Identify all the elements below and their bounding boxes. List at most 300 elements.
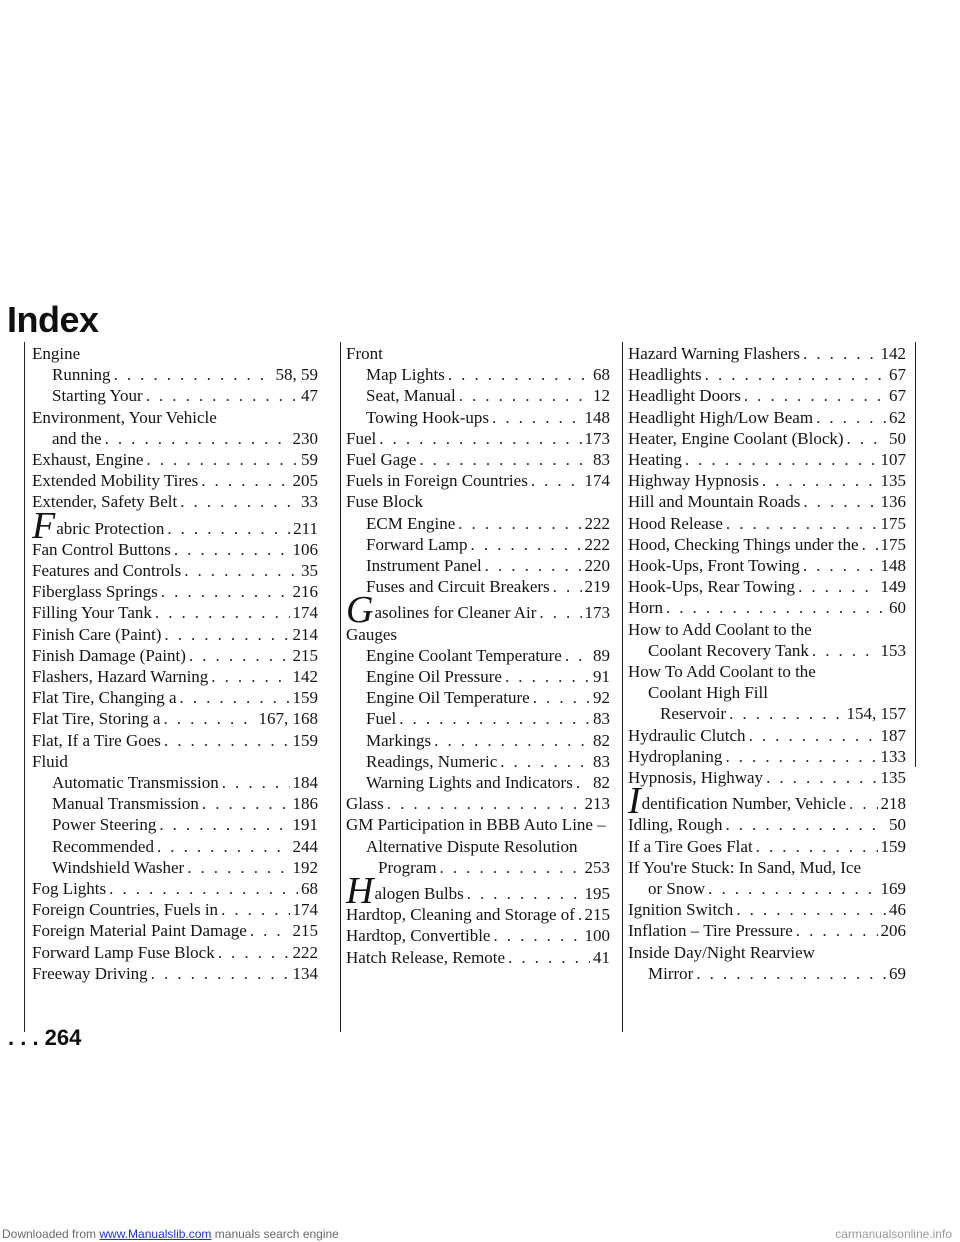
entry-text [32, 666, 208, 687]
entry-text [52, 772, 219, 793]
index-entry [346, 904, 610, 925]
entry-label: Idling, Rough [628, 815, 723, 835]
entry-text [628, 343, 800, 364]
dot-leader [796, 920, 878, 941]
entry-label: Extender, Safety Belt [32, 492, 178, 512]
entry-text [346, 904, 575, 925]
page-reference: 91 [593, 667, 610, 687]
entry-label: Forward Lamp [366, 534, 468, 554]
index-entry [346, 555, 610, 576]
entry-text [346, 947, 505, 968]
entry-label: dentification Number, Vehicle [641, 794, 847, 814]
dot-leader [803, 555, 878, 576]
dot-leader [553, 576, 582, 597]
column-rule-right [622, 342, 623, 1032]
entry-label: Gauges [346, 624, 397, 644]
entry-text [346, 428, 376, 449]
entry-label: Fuel [366, 709, 397, 729]
entry-label: Hardtop, Cleaning and Storage of [346, 905, 575, 925]
footer-prefix: Downloaded from [2, 1227, 100, 1241]
entry-text [628, 449, 682, 470]
dot-leader [500, 751, 590, 772]
dot-leader [222, 772, 290, 793]
entry-label: If a Tire Goes Flat [628, 836, 753, 856]
index-entry [628, 725, 906, 746]
index-entry [346, 870, 610, 913]
entry-text [628, 364, 702, 385]
page-title: Index [7, 299, 99, 340]
dot-leader [726, 513, 878, 534]
page-reference: 142 [292, 667, 318, 687]
entry-label: Filling Your Tank [32, 603, 152, 623]
index-entry [628, 597, 906, 618]
dot-leader [146, 449, 298, 470]
page-reference: 50 [889, 815, 906, 835]
dot-leader [725, 746, 877, 767]
dot-leader [493, 925, 581, 946]
entry-text [32, 624, 161, 645]
dot-leader [725, 814, 886, 835]
dot-leader [201, 470, 289, 491]
page-reference: 148 [880, 556, 906, 576]
entry-text [32, 899, 218, 920]
entry-text [32, 645, 186, 666]
index-entry [628, 640, 906, 661]
entry-label: Reservoir [660, 704, 727, 724]
dot-leader [485, 555, 582, 576]
index-entry [628, 534, 906, 555]
manualslib-link[interactable]: www.Manualslib.com [99, 1227, 212, 1241]
index-heading [346, 814, 610, 835]
entry-label: Readings, Numeric [366, 751, 498, 771]
entry-label: Alternative Dispute Resolution [366, 836, 578, 856]
entry-text [648, 963, 693, 984]
entry-label: Fuel [346, 428, 377, 448]
footer-credit [2, 1226, 339, 1242]
entry-label: Manual Transmission [52, 794, 199, 814]
entry-label: Heating [628, 450, 682, 470]
dot-leader [862, 534, 878, 555]
entry-label: Inflation – Tire Pressure [628, 921, 793, 941]
page-reference: 68 [301, 879, 318, 899]
entry-text [628, 943, 815, 962]
entry-text [32, 344, 80, 363]
index-entry [346, 772, 610, 793]
index-entry [628, 780, 906, 823]
entry-text [628, 534, 859, 555]
footer [0, 1226, 960, 1242]
entry-label: Power Steering [52, 815, 157, 835]
index-heading [346, 343, 610, 364]
page-reference: 159 [292, 730, 318, 750]
page-reference: 133 [880, 746, 906, 766]
dot-leader [533, 687, 590, 708]
page-reference: 69 [889, 963, 906, 983]
dot-leader [163, 708, 255, 729]
page-reference: 186 [292, 794, 318, 814]
section-initial: F [32, 504, 56, 547]
index-entry [628, 899, 906, 920]
dot-leader [151, 963, 290, 984]
entry-text [32, 708, 160, 729]
entry-label: Fluid [32, 751, 68, 771]
index-heading [32, 343, 318, 364]
entry-label: Hazard Warning Flashers [628, 344, 801, 363]
entry-text [628, 597, 663, 618]
page-reference: 187 [880, 725, 906, 745]
dot-leader [492, 407, 581, 428]
index-entry [628, 428, 906, 449]
index-entry [628, 963, 906, 984]
entry-label: Hydraulic Clutch [628, 725, 746, 745]
entry-label: abric Protection [56, 518, 165, 538]
dot-leader [505, 666, 590, 687]
page-reference: 215 [292, 921, 318, 941]
dot-leader [250, 920, 290, 941]
page-reference: 149 [880, 577, 906, 597]
entry-text [346, 449, 416, 470]
entry-text [32, 942, 215, 963]
index-entry [346, 576, 610, 597]
entry-label: Foreign Material Paint Damage [32, 921, 247, 941]
entry-text [52, 857, 184, 878]
entry-text [366, 513, 455, 534]
dot-leader [812, 640, 878, 661]
entry-text [346, 793, 384, 814]
page-reference: 195 [584, 884, 610, 904]
dot-leader [576, 772, 590, 793]
index-entry [32, 857, 318, 878]
page-reference: 216 [292, 582, 318, 602]
index-entry [346, 857, 610, 878]
entry-text [32, 878, 106, 899]
entry-label: Hardtop, Convertible [346, 926, 491, 946]
entry-label: Warning Lights and Indicators [366, 773, 573, 793]
dot-leader [180, 491, 298, 512]
index-column-1 [32, 343, 318, 984]
entry-text [366, 555, 482, 576]
page-reference: 33 [301, 492, 318, 512]
entry-text [32, 963, 148, 984]
dot-leader [539, 602, 581, 623]
entry-text [32, 504, 165, 547]
entry-label: Flat, If a Tire Goes [32, 730, 161, 750]
entry-label: Front [346, 344, 383, 363]
index-entry [32, 581, 318, 602]
entry-text [628, 767, 763, 788]
entry-label: Fiberglass Springs [32, 582, 158, 602]
page-reference: 134 [292, 963, 318, 983]
entry-text [32, 449, 143, 470]
entry-text [366, 772, 573, 793]
entry-label: Fog Lights [32, 879, 107, 899]
dot-leader [849, 793, 877, 814]
entry-text [660, 703, 726, 724]
entry-text [628, 725, 746, 746]
page-reference: 135 [880, 471, 906, 491]
page-reference: 106 [292, 539, 318, 559]
index-entry [32, 470, 318, 491]
page-reference: 167, 168 [258, 709, 318, 729]
index-entry [32, 814, 318, 835]
entry-text [628, 662, 816, 681]
dot-leader [666, 597, 886, 618]
dot-leader [508, 947, 590, 968]
page-reference: 206 [880, 921, 906, 941]
entry-text [628, 746, 722, 767]
entry-text [628, 899, 733, 920]
index-entry [628, 343, 906, 364]
dot-leader [161, 581, 290, 602]
dot-leader [708, 878, 877, 899]
entry-label: Fuel Gage [346, 450, 417, 470]
entry-label: Extended Mobility Tires [32, 471, 199, 491]
watermark: carmanualsonline.info [835, 1227, 952, 1241]
entry-text [366, 687, 530, 708]
entry-label: Environment, Your Vehicle [32, 407, 217, 427]
page-number: . . . 264 [8, 1025, 82, 1050]
entry-text [366, 708, 396, 729]
entry-text [52, 814, 156, 835]
page-reference: 175 [880, 534, 906, 554]
index-entry [32, 942, 318, 963]
page-reference: 154, 157 [846, 704, 906, 724]
entry-text [628, 780, 847, 823]
page-reference: 173 [584, 428, 610, 448]
dot-leader [458, 513, 581, 534]
index-entry [346, 513, 610, 534]
entry-text [346, 470, 528, 491]
page-reference: 100 [584, 926, 610, 946]
page-reference: 219 [584, 577, 610, 597]
column-rule-left [24, 342, 25, 1032]
entry-text [366, 407, 489, 428]
page-reference: 174 [292, 900, 318, 920]
page-reference: 211 [293, 518, 318, 538]
entry-label: Exhaust, Engine [32, 450, 144, 470]
dot-leader [157, 836, 290, 857]
page-reference: 253 [584, 857, 610, 877]
page-reference: 58, 59 [275, 365, 318, 385]
page-reference: 60 [889, 598, 906, 618]
section-initial: I [628, 780, 641, 823]
page-reference: 107 [880, 450, 906, 470]
entry-label: Hook-Ups, Front Towing [628, 556, 800, 576]
index-entry [32, 963, 318, 984]
entry-label: Freeway Driving [32, 963, 148, 983]
page-reference: 83 [593, 751, 610, 771]
entry-text [366, 645, 562, 666]
index-entry [346, 730, 610, 751]
index-entry [32, 624, 318, 645]
entry-label: Ignition Switch [628, 900, 734, 920]
entry-label: Finish Damage (Paint) [32, 645, 186, 665]
index-entry [628, 878, 906, 899]
entry-text [32, 730, 161, 751]
index-entry [32, 687, 318, 708]
entry-text [378, 857, 437, 878]
index-entry [32, 666, 318, 687]
index-entry [32, 836, 318, 857]
entry-text [346, 870, 464, 913]
entry-text [346, 589, 537, 632]
dot-leader [211, 666, 289, 687]
page-reference: 159 [292, 688, 318, 708]
entry-label: Running [52, 365, 111, 385]
dot-leader [448, 364, 590, 385]
entry-label: Automatic Transmission [52, 773, 219, 793]
entry-label: Coolant Recovery Tank [648, 640, 809, 660]
page-reference: 173 [584, 603, 610, 623]
page-reference: 67 [889, 365, 906, 385]
index-column-3 [628, 343, 906, 984]
index-entry [628, 407, 906, 428]
index-entry [628, 836, 906, 857]
entry-text [648, 683, 768, 702]
dot-leader [531, 470, 582, 491]
entry-text [32, 687, 177, 708]
index-entry [346, 385, 610, 406]
index-entry [32, 878, 318, 899]
entry-label: alogen Bulbs [374, 884, 464, 904]
entry-label: Flashers, Hazard Warning [32, 667, 209, 687]
index-heading [346, 624, 610, 645]
dot-leader [766, 767, 877, 788]
index-entry [32, 385, 318, 406]
entry-text [648, 878, 705, 899]
dot-leader [189, 645, 290, 666]
page-reference: 230 [292, 428, 318, 448]
dot-leader [419, 449, 590, 470]
dot-leader [440, 857, 582, 878]
entry-label: and the [52, 428, 102, 448]
entry-label: Fuels in Foreign Countries [346, 471, 528, 491]
entry-text [628, 620, 812, 639]
index-entry [32, 504, 318, 547]
dot-leader [467, 883, 582, 904]
entry-label: asolines for Cleaner Air [374, 603, 537, 623]
entry-label: Glass [346, 794, 384, 814]
dot-leader [202, 793, 290, 814]
entry-text [628, 858, 861, 877]
entry-label: or Snow [648, 879, 706, 899]
entry-text [32, 752, 68, 771]
index-heading [346, 836, 610, 857]
entry-text [628, 513, 723, 534]
page-reference: 59 [301, 450, 318, 470]
dot-leader [736, 899, 886, 920]
page-reference: 68 [593, 365, 610, 385]
index-entry [32, 772, 318, 793]
entry-text [366, 576, 550, 597]
index-heading [628, 942, 906, 963]
index-entry [32, 560, 318, 581]
dot-leader [155, 602, 290, 623]
entry-text [52, 793, 199, 814]
entry-text [628, 470, 759, 491]
dot-leader [159, 814, 289, 835]
dot-leader [565, 645, 590, 666]
index-entry [346, 534, 610, 555]
entry-text [346, 344, 383, 363]
index-entry [32, 899, 318, 920]
entry-text [366, 534, 468, 555]
dot-leader [221, 899, 289, 920]
entry-label: How to Add Coolant to the [628, 619, 812, 639]
entry-text [366, 385, 456, 406]
index-entry [346, 925, 610, 946]
index-heading [628, 682, 906, 703]
index-entry [32, 428, 318, 449]
index-heading [628, 857, 906, 878]
page-reference: 83 [593, 450, 610, 470]
page-reference: 184 [292, 773, 318, 793]
entry-text [628, 385, 741, 406]
dot-leader [729, 703, 843, 724]
page-reference: 222 [584, 534, 610, 554]
entry-label: Map Lights [366, 365, 445, 385]
page-reference: 148 [584, 407, 610, 427]
entry-label: Hypnosis, Highway [628, 768, 764, 788]
page-reference: 142 [880, 344, 906, 363]
entry-text [628, 814, 722, 835]
index-entry [32, 539, 318, 560]
page-reference: 35 [301, 561, 318, 581]
index-heading [628, 661, 906, 682]
index-entry [32, 730, 318, 751]
dot-leader [749, 725, 878, 746]
dot-leader [164, 730, 290, 751]
page-reference: 47 [301, 386, 318, 406]
entry-label: Horn [628, 598, 663, 618]
entry-text [648, 640, 809, 661]
entry-label: Mirror [648, 963, 694, 983]
entry-label: Recommended [52, 836, 154, 856]
index-entry [346, 708, 610, 729]
index-entry [346, 751, 610, 772]
page-reference: 153 [880, 640, 906, 660]
dot-leader [174, 539, 290, 560]
entry-label: Engine [32, 344, 81, 363]
entry-text [52, 428, 102, 449]
entry-label: Highway Hypnosis [628, 471, 759, 491]
page-reference: 67 [889, 386, 906, 406]
dot-leader [756, 836, 878, 857]
index-entry [346, 364, 610, 385]
page-reference: 174 [292, 603, 318, 623]
entry-text [32, 408, 217, 427]
entry-label: Fuse Block [346, 492, 423, 512]
page-reference: 218 [880, 794, 906, 814]
page-reference: 175 [880, 513, 906, 533]
dot-leader [399, 708, 590, 729]
footer-suffix: manuals search engine [211, 1227, 339, 1241]
index-entry [628, 746, 906, 767]
entry-label: Towing Hook-ups [366, 407, 490, 427]
page-reference: 222 [584, 513, 610, 533]
index-heading [32, 751, 318, 772]
page-reference: 82 [593, 730, 610, 750]
entry-label: Markings [366, 730, 432, 750]
entry-text [366, 837, 578, 856]
dot-leader [105, 428, 290, 449]
dot-leader [816, 407, 886, 428]
index-entry [628, 703, 906, 724]
index-entry [32, 491, 318, 512]
index-entry [628, 491, 906, 512]
index-entry [628, 385, 906, 406]
entry-label: Finish Care (Paint) [32, 624, 162, 644]
